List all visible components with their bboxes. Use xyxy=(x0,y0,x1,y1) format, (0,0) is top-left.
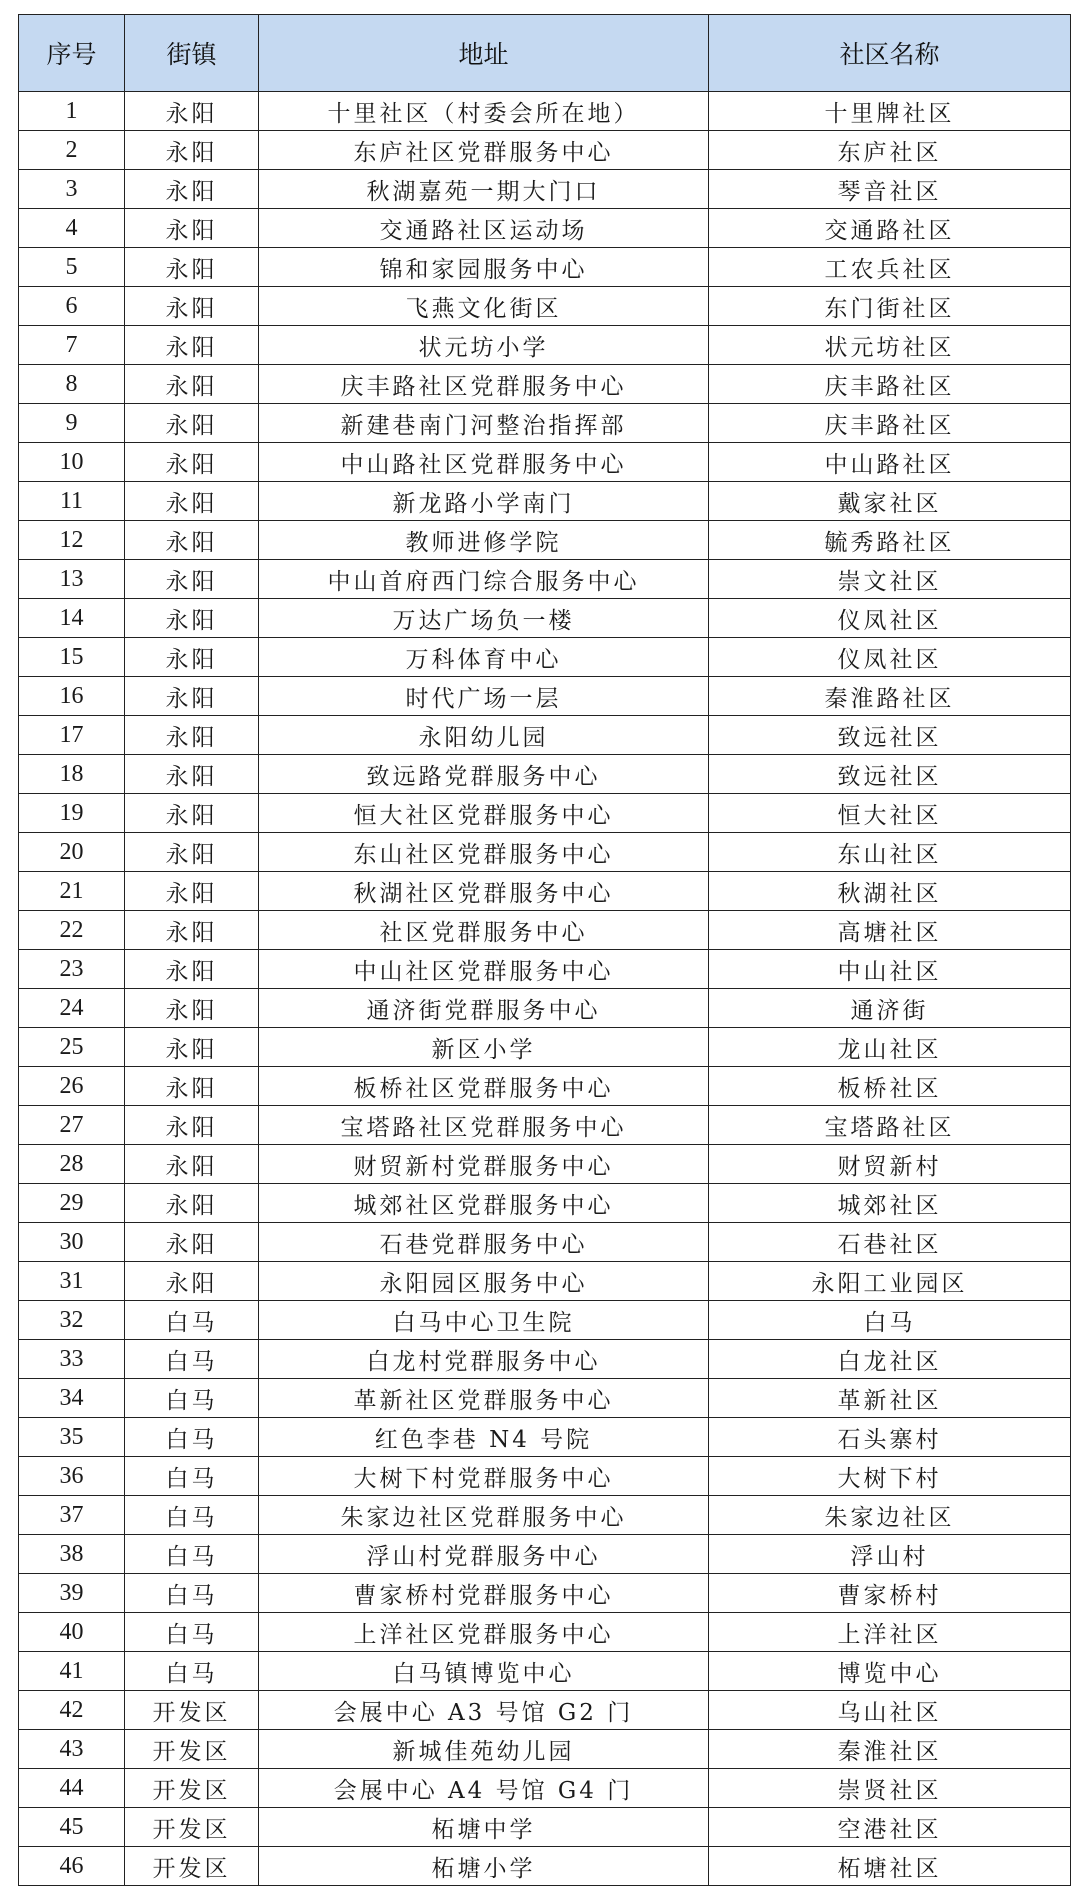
cell-serial: 17 xyxy=(19,716,125,755)
table-row xyxy=(19,1145,1071,1184)
cell-serial: 29 xyxy=(19,1184,125,1223)
cell-town: 永阳 xyxy=(125,638,259,677)
table-row xyxy=(19,1691,1071,1730)
cell-community: 永阳工业园区 xyxy=(709,1262,1071,1301)
cell-address: 飞燕文化街区 xyxy=(259,287,709,326)
header-community: 社区名称 xyxy=(709,15,1071,92)
cell-town: 永阳 xyxy=(125,209,259,248)
cell-serial: 22 xyxy=(19,911,125,950)
table-row xyxy=(19,950,1071,989)
cell-serial: 28 xyxy=(19,1145,125,1184)
table-row xyxy=(19,1730,1071,1769)
cell-address: 宝塔路社区党群服务中心 xyxy=(259,1106,709,1145)
cell-community: 中山路社区 xyxy=(709,443,1071,482)
cell-community: 东山社区 xyxy=(709,833,1071,872)
cell-community: 空港社区 xyxy=(709,1808,1071,1847)
cell-community: 曹家桥村 xyxy=(709,1574,1071,1613)
cell-community: 东门街社区 xyxy=(709,287,1071,326)
cell-town: 白马 xyxy=(125,1652,259,1691)
cell-address: 新区小学 xyxy=(259,1028,709,1067)
cell-town: 永阳 xyxy=(125,911,259,950)
cell-community: 仪凤社区 xyxy=(709,599,1071,638)
cell-serial: 14 xyxy=(19,599,125,638)
table-row xyxy=(19,989,1071,1028)
table-row xyxy=(19,1028,1071,1067)
table-row xyxy=(19,1379,1071,1418)
cell-serial: 45 xyxy=(19,1808,125,1847)
table-row xyxy=(19,1457,1071,1496)
table-header xyxy=(19,15,1071,92)
cell-address: 会展中心 A3 号馆 G2 门 xyxy=(259,1691,709,1730)
cell-community: 朱家边社区 xyxy=(709,1496,1071,1535)
cell-town: 永阳 xyxy=(125,521,259,560)
cell-address: 万达广场负一楼 xyxy=(259,599,709,638)
cell-serial: 21 xyxy=(19,872,125,911)
cell-serial: 5 xyxy=(19,248,125,287)
table-row xyxy=(19,1535,1071,1574)
cell-community: 崇贤社区 xyxy=(709,1769,1071,1808)
cell-address: 中山社区党群服务中心 xyxy=(259,950,709,989)
cell-address: 朱家边社区党群服务中心 xyxy=(259,1496,709,1535)
cell-address: 恒大社区党群服务中心 xyxy=(259,794,709,833)
table-row xyxy=(19,794,1071,833)
cell-address: 城郊社区党群服务中心 xyxy=(259,1184,709,1223)
cell-serial: 16 xyxy=(19,677,125,716)
table-row xyxy=(19,1847,1071,1886)
table-row xyxy=(19,638,1071,677)
table-row xyxy=(19,1613,1071,1652)
cell-community: 中山社区 xyxy=(709,950,1071,989)
cell-address: 白马镇博览中心 xyxy=(259,1652,709,1691)
cell-address: 交通路社区运动场 xyxy=(259,209,709,248)
table-row xyxy=(19,131,1071,170)
cell-serial: 10 xyxy=(19,443,125,482)
cell-serial: 11 xyxy=(19,482,125,521)
cell-community: 乌山社区 xyxy=(709,1691,1071,1730)
cell-address: 白龙村党群服务中心 xyxy=(259,1340,709,1379)
cell-address: 浮山村党群服务中心 xyxy=(259,1535,709,1574)
table-body xyxy=(19,92,1071,1886)
cell-serial: 25 xyxy=(19,1028,125,1067)
cell-address: 秋湖嘉苑一期大门口 xyxy=(259,170,709,209)
cell-town: 永阳 xyxy=(125,1067,259,1106)
table-row xyxy=(19,1574,1071,1613)
cell-community: 恒大社区 xyxy=(709,794,1071,833)
cell-serial: 40 xyxy=(19,1613,125,1652)
table-row xyxy=(19,1106,1071,1145)
cell-town: 白马 xyxy=(125,1496,259,1535)
cell-community: 白龙社区 xyxy=(709,1340,1071,1379)
table-row xyxy=(19,1769,1071,1808)
cell-address: 新龙路小学南门 xyxy=(259,482,709,521)
cell-serial: 34 xyxy=(19,1379,125,1418)
cell-town: 白马 xyxy=(125,1379,259,1418)
table-row xyxy=(19,1223,1071,1262)
cell-community: 城郊社区 xyxy=(709,1184,1071,1223)
cell-town: 永阳 xyxy=(125,833,259,872)
cell-address: 柘塘小学 xyxy=(259,1847,709,1886)
cell-address: 会展中心 A4 号馆 G4 门 xyxy=(259,1769,709,1808)
cell-town: 白马 xyxy=(125,1613,259,1652)
table-row xyxy=(19,716,1071,755)
cell-serial: 42 xyxy=(19,1691,125,1730)
cell-address: 上洋社区党群服务中心 xyxy=(259,1613,709,1652)
cell-serial: 4 xyxy=(19,209,125,248)
cell-community: 仪凤社区 xyxy=(709,638,1071,677)
cell-town: 白马 xyxy=(125,1418,259,1457)
table-row xyxy=(19,1184,1071,1223)
table-row xyxy=(19,1262,1071,1301)
cell-serial: 23 xyxy=(19,950,125,989)
table-row xyxy=(19,92,1071,131)
cell-serial: 30 xyxy=(19,1223,125,1262)
cell-serial: 36 xyxy=(19,1457,125,1496)
cell-town: 永阳 xyxy=(125,1106,259,1145)
cell-serial: 31 xyxy=(19,1262,125,1301)
cell-town: 永阳 xyxy=(125,560,259,599)
table-row xyxy=(19,1301,1071,1340)
cell-town: 白马 xyxy=(125,1301,259,1340)
cell-serial: 12 xyxy=(19,521,125,560)
cell-serial: 19 xyxy=(19,794,125,833)
cell-town: 永阳 xyxy=(125,1223,259,1262)
cell-community: 柘塘社区 xyxy=(709,1847,1071,1886)
table-row xyxy=(19,443,1071,482)
table-row xyxy=(19,599,1071,638)
cell-address: 永阳幼儿园 xyxy=(259,716,709,755)
cell-town: 永阳 xyxy=(125,989,259,1028)
table-row xyxy=(19,1496,1071,1535)
table-row xyxy=(19,1652,1071,1691)
cell-town: 白马 xyxy=(125,1457,259,1496)
table-row xyxy=(19,209,1071,248)
cell-address: 曹家桥村党群服务中心 xyxy=(259,1574,709,1613)
cell-address: 万科体育中心 xyxy=(259,638,709,677)
cell-community: 致远社区 xyxy=(709,716,1071,755)
cell-address: 红色李巷 N4 号院 xyxy=(259,1418,709,1457)
cell-community: 财贸新村 xyxy=(709,1145,1071,1184)
cell-community: 东庐社区 xyxy=(709,131,1071,170)
cell-address: 致远路党群服务中心 xyxy=(259,755,709,794)
cell-address: 柘塘中学 xyxy=(259,1808,709,1847)
header-town: 街镇 xyxy=(125,15,259,92)
cell-community: 致远社区 xyxy=(709,755,1071,794)
cell-community: 秦淮社区 xyxy=(709,1730,1071,1769)
table-row xyxy=(19,1340,1071,1379)
cell-address: 革新社区党群服务中心 xyxy=(259,1379,709,1418)
cell-town: 白马 xyxy=(125,1574,259,1613)
table-row xyxy=(19,521,1071,560)
cell-town: 开发区 xyxy=(125,1730,259,1769)
cell-serial: 37 xyxy=(19,1496,125,1535)
cell-community: 交通路社区 xyxy=(709,209,1071,248)
cell-community: 浮山村 xyxy=(709,1535,1071,1574)
cell-town: 开发区 xyxy=(125,1808,259,1847)
table-row xyxy=(19,170,1071,209)
cell-address: 石巷党群服务中心 xyxy=(259,1223,709,1262)
cell-town: 永阳 xyxy=(125,1028,259,1067)
cell-town: 永阳 xyxy=(125,92,259,131)
table-row xyxy=(19,248,1071,287)
cell-address: 永阳园区服务中心 xyxy=(259,1262,709,1301)
cell-town: 永阳 xyxy=(125,1262,259,1301)
cell-community: 工农兵社区 xyxy=(709,248,1071,287)
cell-serial: 27 xyxy=(19,1106,125,1145)
table-row xyxy=(19,482,1071,521)
cell-town: 永阳 xyxy=(125,131,259,170)
cell-community: 十里牌社区 xyxy=(709,92,1071,131)
cell-serial: 6 xyxy=(19,287,125,326)
cell-community: 庆丰路社区 xyxy=(709,404,1071,443)
cell-address: 状元坊小学 xyxy=(259,326,709,365)
table-row xyxy=(19,833,1071,872)
table-row xyxy=(19,872,1071,911)
table-row xyxy=(19,1808,1071,1847)
cell-address: 锦和家园服务中心 xyxy=(259,248,709,287)
cell-address: 中山路社区党群服务中心 xyxy=(259,443,709,482)
cell-community: 白马 xyxy=(709,1301,1071,1340)
table-row xyxy=(19,677,1071,716)
table-row xyxy=(19,1418,1071,1457)
cell-address: 时代广场一层 xyxy=(259,677,709,716)
cell-address: 东山社区党群服务中心 xyxy=(259,833,709,872)
cell-town: 永阳 xyxy=(125,365,259,404)
cell-town: 永阳 xyxy=(125,950,259,989)
cell-serial: 26 xyxy=(19,1067,125,1106)
cell-address: 庆丰路社区党群服务中心 xyxy=(259,365,709,404)
cell-community: 通济街 xyxy=(709,989,1071,1028)
cell-community: 革新社区 xyxy=(709,1379,1071,1418)
cell-town: 永阳 xyxy=(125,755,259,794)
cell-address: 财贸新村党群服务中心 xyxy=(259,1145,709,1184)
cell-address: 东庐社区党群服务中心 xyxy=(259,131,709,170)
cell-town: 永阳 xyxy=(125,170,259,209)
cell-serial: 2 xyxy=(19,131,125,170)
cell-community: 秋湖社区 xyxy=(709,872,1071,911)
cell-address: 教师进修学院 xyxy=(259,521,709,560)
table-row xyxy=(19,911,1071,950)
cell-town: 开发区 xyxy=(125,1691,259,1730)
cell-town: 永阳 xyxy=(125,794,259,833)
cell-town: 永阳 xyxy=(125,1145,259,1184)
table-row xyxy=(19,755,1071,794)
cell-serial: 46 xyxy=(19,1847,125,1886)
cell-community: 石头寨村 xyxy=(709,1418,1071,1457)
cell-town: 永阳 xyxy=(125,443,259,482)
table-row xyxy=(19,404,1071,443)
document-page xyxy=(18,14,1070,1886)
cell-address: 新建巷南门河整治指挥部 xyxy=(259,404,709,443)
cell-town: 开发区 xyxy=(125,1847,259,1886)
cell-serial: 44 xyxy=(19,1769,125,1808)
cell-serial: 33 xyxy=(19,1340,125,1379)
cell-community: 戴家社区 xyxy=(709,482,1071,521)
cell-community: 宝塔路社区 xyxy=(709,1106,1071,1145)
cell-serial: 24 xyxy=(19,989,125,1028)
cell-address: 新城佳苑幼儿园 xyxy=(259,1730,709,1769)
cell-community: 毓秀路社区 xyxy=(709,521,1071,560)
cell-town: 永阳 xyxy=(125,716,259,755)
cell-serial: 18 xyxy=(19,755,125,794)
cell-serial: 38 xyxy=(19,1535,125,1574)
cell-town: 永阳 xyxy=(125,287,259,326)
cell-community: 龙山社区 xyxy=(709,1028,1071,1067)
header-address: 地址 xyxy=(259,15,709,92)
table-row xyxy=(19,1067,1071,1106)
cell-address: 中山首府西门综合服务中心 xyxy=(259,560,709,599)
cell-community: 大树下村 xyxy=(709,1457,1071,1496)
cell-serial: 43 xyxy=(19,1730,125,1769)
cell-town: 永阳 xyxy=(125,326,259,365)
site-table xyxy=(18,14,1071,1886)
cell-address: 社区党群服务中心 xyxy=(259,911,709,950)
cell-community: 秦淮路社区 xyxy=(709,677,1071,716)
cell-serial: 35 xyxy=(19,1418,125,1457)
cell-serial: 13 xyxy=(19,560,125,599)
header-serial: 序号 xyxy=(19,15,125,92)
cell-address: 秋湖社区党群服务中心 xyxy=(259,872,709,911)
cell-serial: 1 xyxy=(19,92,125,131)
cell-serial: 7 xyxy=(19,326,125,365)
cell-serial: 15 xyxy=(19,638,125,677)
table-row xyxy=(19,287,1071,326)
cell-community: 石巷社区 xyxy=(709,1223,1071,1262)
cell-community: 庆丰路社区 xyxy=(709,365,1071,404)
cell-community: 博览中心 xyxy=(709,1652,1071,1691)
header-row xyxy=(19,15,1071,92)
cell-serial: 9 xyxy=(19,404,125,443)
cell-community: 崇文社区 xyxy=(709,560,1071,599)
cell-address: 白马中心卫生院 xyxy=(259,1301,709,1340)
cell-town: 永阳 xyxy=(125,248,259,287)
cell-community: 琴音社区 xyxy=(709,170,1071,209)
cell-town: 永阳 xyxy=(125,677,259,716)
cell-community: 上洋社区 xyxy=(709,1613,1071,1652)
cell-town: 白马 xyxy=(125,1535,259,1574)
table-row xyxy=(19,365,1071,404)
cell-serial: 8 xyxy=(19,365,125,404)
table-row xyxy=(19,326,1071,365)
cell-town: 永阳 xyxy=(125,1184,259,1223)
table-row xyxy=(19,560,1071,599)
cell-town: 开发区 xyxy=(125,1769,259,1808)
cell-town: 永阳 xyxy=(125,482,259,521)
cell-serial: 41 xyxy=(19,1652,125,1691)
cell-address: 板桥社区党群服务中心 xyxy=(259,1067,709,1106)
cell-serial: 20 xyxy=(19,833,125,872)
cell-town: 永阳 xyxy=(125,599,259,638)
cell-community: 板桥社区 xyxy=(709,1067,1071,1106)
cell-serial: 3 xyxy=(19,170,125,209)
cell-town: 永阳 xyxy=(125,872,259,911)
cell-town: 永阳 xyxy=(125,404,259,443)
cell-serial: 32 xyxy=(19,1301,125,1340)
cell-town: 白马 xyxy=(125,1340,259,1379)
cell-address: 通济街党群服务中心 xyxy=(259,989,709,1028)
cell-address: 大树下村党群服务中心 xyxy=(259,1457,709,1496)
cell-address: 十里社区（村委会所在地） xyxy=(259,92,709,131)
cell-community: 状元坊社区 xyxy=(709,326,1071,365)
cell-serial: 39 xyxy=(19,1574,125,1613)
cell-community: 高塘社区 xyxy=(709,911,1071,950)
